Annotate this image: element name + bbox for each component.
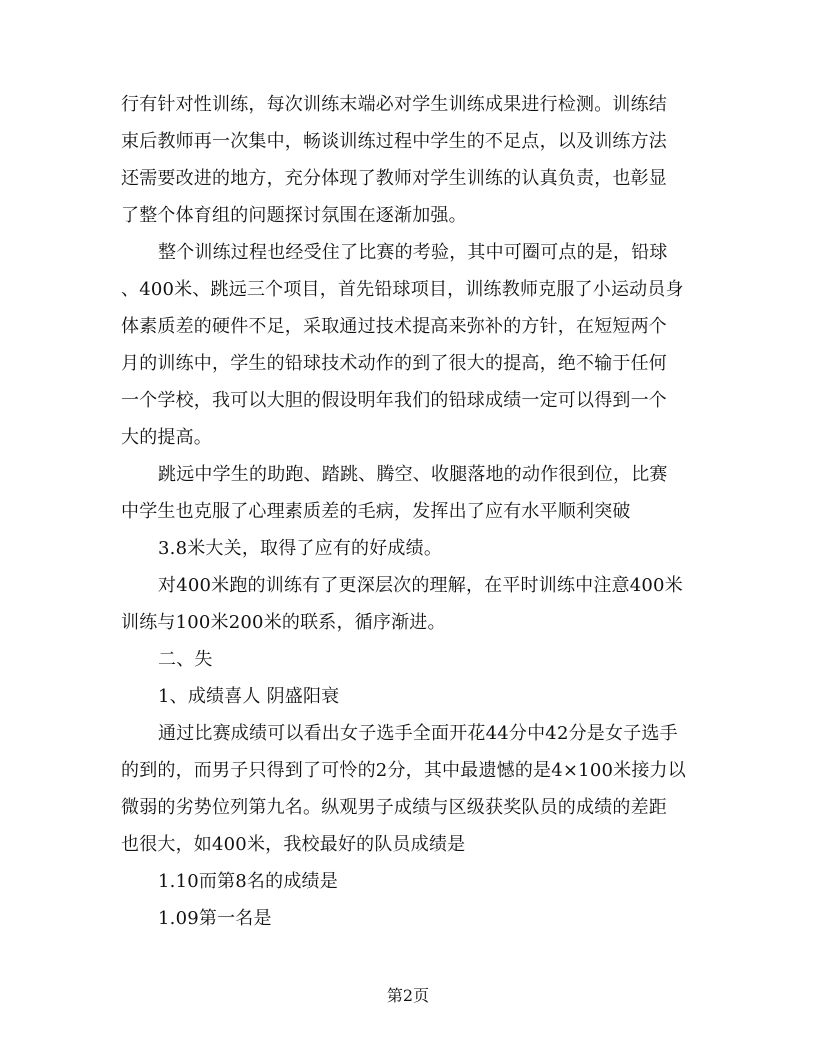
text-line: 3.8米大关，取得了应有的好成绩。 bbox=[158, 538, 443, 559]
text-line: 也很大，如400米，我校最好的队员成绩是 bbox=[121, 834, 466, 855]
text-line: 训练与100米200米的联系，循序渐进。 bbox=[121, 612, 446, 633]
text-line: 通过比赛成绩可以看出女子选手全面开花44分中42分是女子选手 bbox=[158, 723, 678, 744]
text-line: 整个训练过程也经受住了比赛的考验，其中可圈可点的是，铅球 bbox=[158, 242, 668, 263]
subsection-heading: 1、成绩喜人 阴盛阳衰 bbox=[158, 686, 340, 707]
text-line: 1.10而第8名的成绩是 bbox=[158, 871, 338, 892]
text-line: 一个学校，我可以大胆的假设明年我们的铅球成绩一定可以得到一个 bbox=[121, 390, 667, 411]
section-heading: 二、失 bbox=[158, 649, 213, 670]
text-line: 还需要改进的地方，充分体现了教师对学生训练的认真负责，也彰显 bbox=[121, 168, 667, 189]
page-number: 第2页 bbox=[386, 986, 430, 1005]
text-line: 对400米跑的训练有了更深层次的理解，在平时训练中注意400米 bbox=[158, 575, 683, 596]
text-line: 、400米、跳远三个项目，首先铅球项目，训练教师克服了小运动员身 bbox=[121, 279, 684, 300]
text-line: 跳远中学生的助跑、踏跳、腾空、收腿落地的动作很到位，比赛 bbox=[158, 464, 668, 485]
text-line: 月的训练中，学生的铅球技术动作的到了很大的提高，绝不输于任何 bbox=[121, 353, 667, 374]
text-line: 中学生也克服了心理素质差的毛病，发挥出了应有水平顺利突破 bbox=[121, 501, 631, 522]
text-line: 体素质差的硬件不足，采取通过技术提高来弥补的方针，在短短两个 bbox=[121, 316, 667, 337]
text-line: 微弱的劣势位列第九名。纵观男子成绩与区级获奖队员的成绩的差距 bbox=[121, 797, 667, 818]
text-line: 的到的，而男子只得到了可怜的2分，其中最遗憾的是4×100米接力以 bbox=[121, 760, 686, 781]
text-line: 了整个体育组的问题探讨氛围在逐渐加强。 bbox=[121, 205, 467, 226]
text-line: 大的提高。 bbox=[121, 427, 212, 448]
text-line: 行有针对性训练，每次训练末端必对学生训练成果进行检测。训练结 bbox=[121, 94, 667, 115]
text-line: 束后教师再一次集中，畅谈训练过程中学生的不足点，以及训练方法 bbox=[121, 131, 667, 152]
text-line: 1.09第一名是 bbox=[158, 908, 272, 929]
